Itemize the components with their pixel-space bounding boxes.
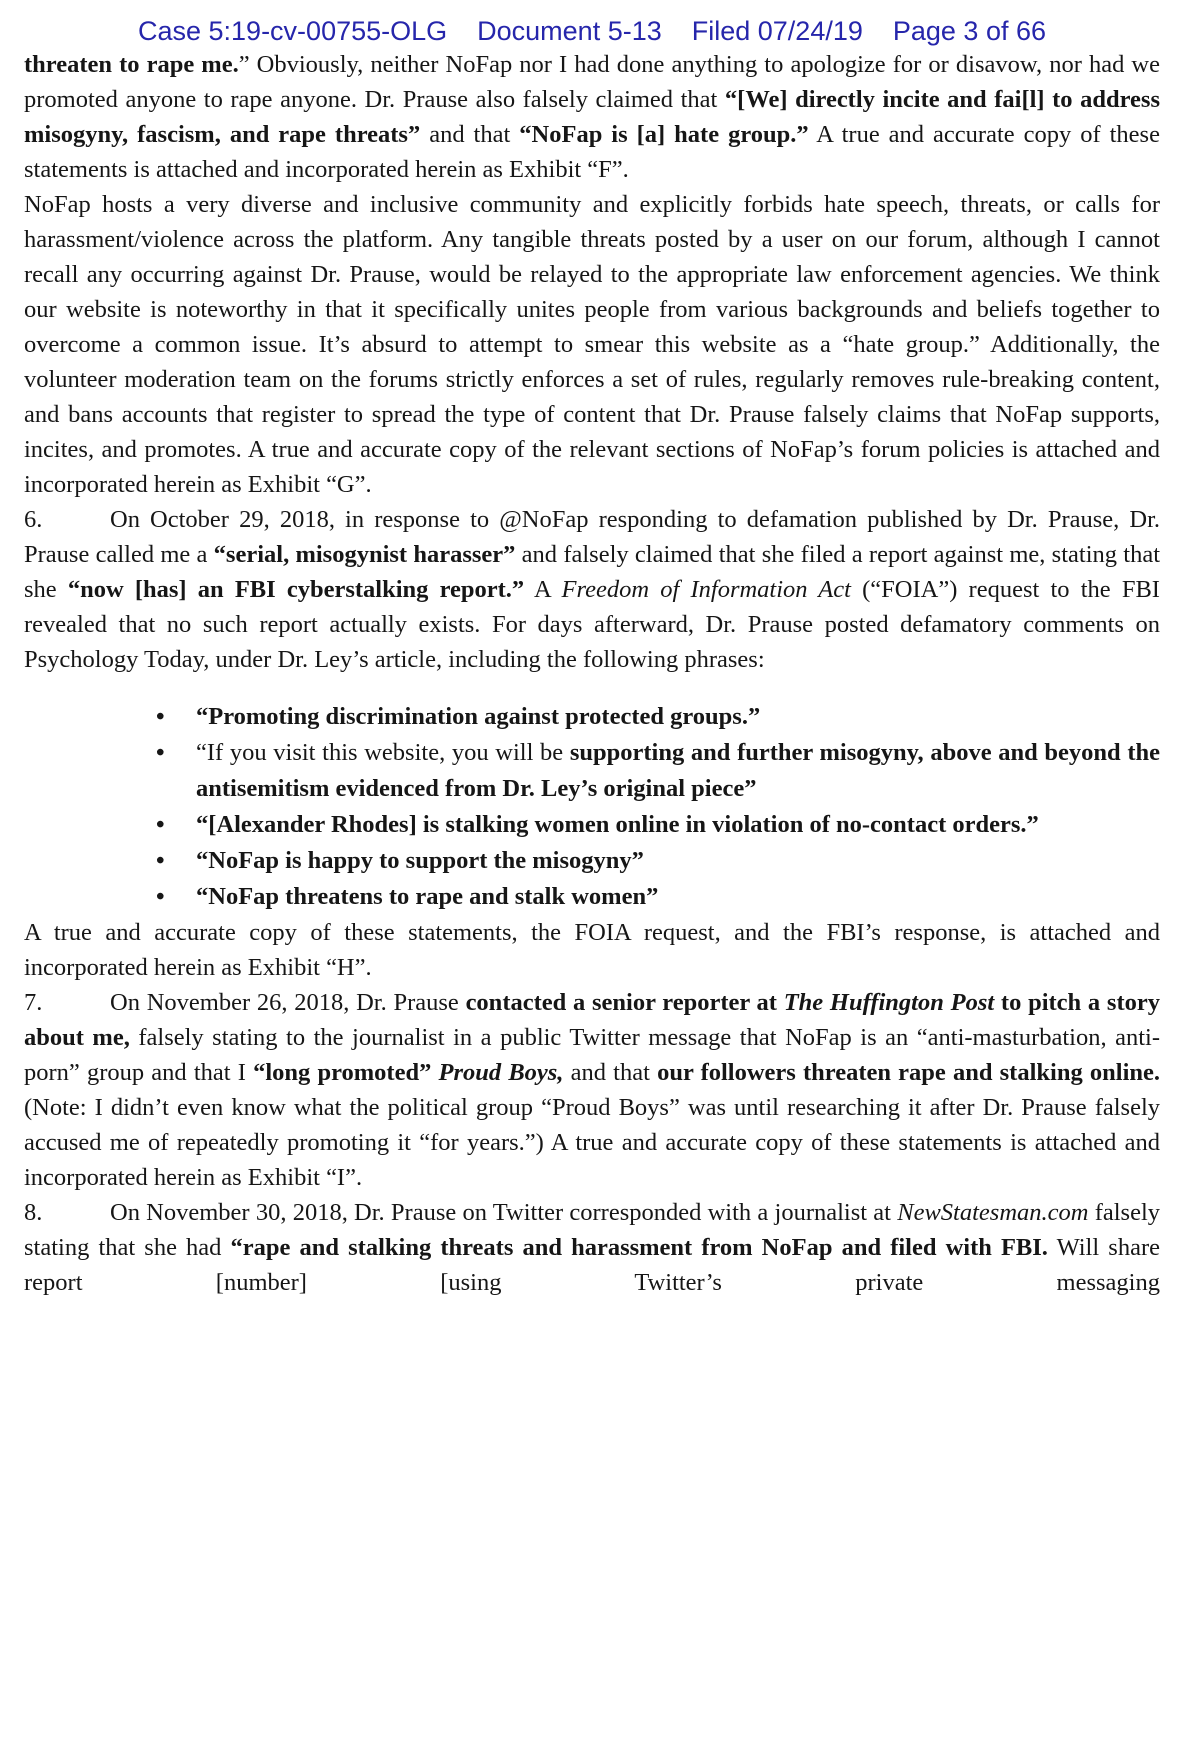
paragraph-continuation xyxy=(24,47,1160,187)
text-segment: “now [has] an FBI cyberstalking report.” xyxy=(67,576,525,603)
case-header xyxy=(24,0,1160,47)
paragraph-6-number: 6. xyxy=(24,506,43,533)
text-segment: “long promoted” xyxy=(253,1059,439,1086)
quoted-phrase-item xyxy=(156,735,1160,807)
text-segment: Proud Boys, xyxy=(438,1059,564,1086)
document-body xyxy=(24,47,1160,1300)
paragraph-7 xyxy=(24,985,1160,1195)
text-segment: to pitch a story about me, xyxy=(24,989,1160,1051)
text-segment: Will share report [number] [using Twitter’s private messaging xyxy=(24,1234,1160,1296)
text-segment: A true and accurate copy of these statements is attached and incorporated herein as Exhibit “F”. xyxy=(24,121,1160,183)
text-segment: “NoFap is happy to support the misogyny” xyxy=(196,847,644,874)
quoted-phrase-item xyxy=(156,699,1160,735)
text-segment: supporting and further misogyny, above and beyond the antisemitism evidenced from Dr. Ley’s original piece” xyxy=(196,739,1160,802)
paragraph-6-text xyxy=(24,506,1160,673)
paragraph-6 xyxy=(24,502,1160,677)
text-segment: and falsely claimed that she filed a report against me, stating that she xyxy=(24,541,1160,603)
text-segment: NoFap hosts a very diverse and inclusive community and explicitly forbids hate speech, threats, or calls for harassment/violence across the platform. Any tangible threats posted by a user on our forum, although I cannot recall any occurring against Dr. Prause, would be relayed to the appropriate law enforcement agencies. We think our website is noteworthy in that it specifically unites people from various backgrounds and beliefs together to overcome a common issue. It’s absurd to attempt to smear this website as a “hate group.” Additionally, the volunteer moderation team on the forums strictly enforces a set of rules, regularly removes rule-breaking content, and bans accounts that register to spread the type of content that Dr. Prause falsely claims that NoFap supports, incites, and promotes. A true and accurate copy of the relevant sections of NoFap’s forum policies is attached and incorporated herein as Exhibit “G”. xyxy=(24,191,1160,498)
quoted-phrase-item xyxy=(156,807,1160,843)
text-segment: our followers threaten rape and stalking online. xyxy=(657,1059,1160,1086)
text-segment: “NoFap is [a] hate group.” xyxy=(519,121,809,148)
text-segment: “serial, misogynist harasser” xyxy=(213,541,516,568)
text-segment: On November 30, 2018, Dr. Prause on Twitter corresponded with a journalist at xyxy=(110,1199,898,1226)
paragraph-8-text xyxy=(24,1199,1160,1296)
quoted-phrase-item xyxy=(156,843,1160,879)
paragraph-nofap-community xyxy=(24,187,1160,502)
text-segment: “rape and stalking threats and harassment from NoFap and filed with FBI. xyxy=(230,1234,1048,1261)
document-number: Document 5-13 xyxy=(477,16,662,46)
text-segment: ” Obviously, neither NoFap nor I had done anything to apologize for or disavow, nor had we promoted anyone to rape anyone. Dr. Prause also falsely claimed that xyxy=(24,51,1160,113)
paragraph-7-text xyxy=(24,989,1160,1191)
text-segment: “[We] directly incite and fai[l] to address misogyny, fascism, and rape threats” xyxy=(24,86,1160,148)
text-segment: “Promoting discrimination against protected groups.” xyxy=(196,703,761,730)
paragraph-exhibit-h xyxy=(24,915,1160,985)
page-number: Page 3 of 66 xyxy=(892,16,1047,46)
text-segment: falsely stating that she had xyxy=(24,1199,1160,1261)
text-segment: and that xyxy=(420,121,520,148)
text-segment: On November 26, 2018, Dr. Prause xyxy=(110,989,466,1016)
text-segment: (Note: I didn’t even know what the political group “Proud Boys” was until researching it after Dr. Prause falsely accused me of repeatedly promoting it “for years.”) A true and accurate copy of these statements is attached and incorporated herein as Exhibit “I”. xyxy=(24,1094,1160,1191)
text-segment: A xyxy=(524,576,562,603)
case-number: Case 5:19-cv-00755-OLG xyxy=(137,16,448,46)
text-segment: On October 29, 2018, in response to @NoFap responding to defamation published by Dr. Prause, Dr. Prause called me a xyxy=(24,506,1160,568)
text-segment: “NoFap threatens to rape and stalk women” xyxy=(196,883,659,910)
paragraph-7-number: 7. xyxy=(24,989,43,1016)
quoted-phrases-list xyxy=(24,699,1160,915)
text-segment: falsely stating to the journalist in a public Twitter message that NoFap is an “anti-masturbation, anti-porn” group and that I xyxy=(24,1024,1160,1086)
paragraph-8-number: 8. xyxy=(24,1199,43,1226)
text-segment: The Huffington Post xyxy=(783,989,995,1016)
quoted-phrase-item xyxy=(156,879,1160,915)
text-segment: “[Alexander Rhodes] is stalking women online in violation of no-contact orders.” xyxy=(196,811,1039,838)
filed-date: Filed 07/24/19 xyxy=(691,16,863,46)
text-segment: (“FOIA”) request to the FBI revealed that no such report actually exists. For days afterward, Dr. Prause posted defamatory comments on Psychology Today, under Dr. Ley’s article, including the following phrases: xyxy=(24,576,1160,673)
text-segment: Freedom of Information Act xyxy=(561,576,851,603)
text-segment: A true and accurate copy of these statements, the FOIA request, and the FBI’s response, is attached and incorporated herein as Exhibit “H”. xyxy=(24,919,1160,981)
text-segment: NewStatesman.com xyxy=(897,1199,1089,1226)
text-segment: and that xyxy=(563,1059,658,1086)
text-segment: “If you visit this website, you will be xyxy=(196,739,570,766)
paragraph-8 xyxy=(24,1195,1160,1300)
text-segment: threaten to rape me. xyxy=(24,51,239,78)
text-segment: contacted a senior reporter at xyxy=(465,989,784,1016)
